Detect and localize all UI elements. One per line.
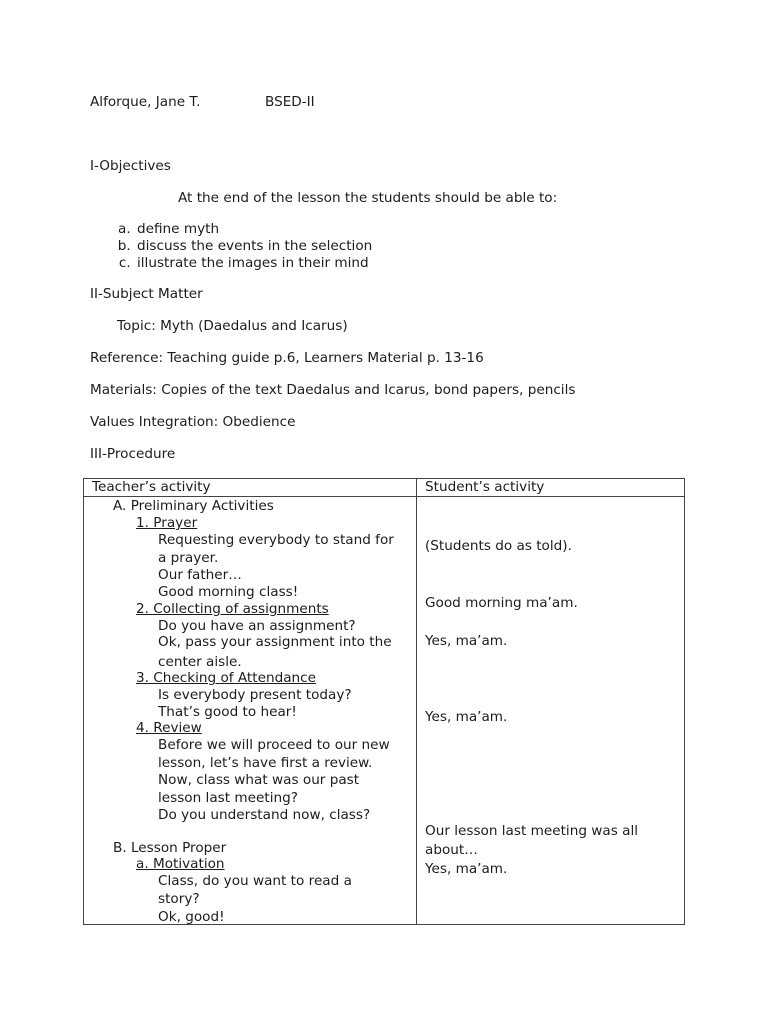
review-label: 4. Review	[136, 720, 202, 736]
objectives-list	[90, 221, 372, 272]
procedure-table	[83, 478, 685, 925]
materials-line: Materials: Copies of the text Daedalus and Icarus, bond papers, pencils	[90, 382, 576, 398]
prayer-label: 1. Prayer	[136, 515, 198, 531]
teacher-line: Before we will proceed to our new	[158, 737, 390, 753]
teacher-line: Requesting everybody to stand for	[158, 532, 394, 548]
student-line: Yes, ma’am.	[425, 633, 508, 649]
student-line: Our lesson last meeting was all	[425, 823, 638, 839]
procedure-heading: III-Procedure	[90, 446, 176, 462]
teacher-line: Good morning class!	[158, 584, 299, 600]
collecting-assignments-label: 2. Collecting of assignments	[136, 601, 329, 617]
teacher-line: That’s good to hear!	[158, 704, 297, 720]
topic-line: Topic: Myth (Daedalus and Icarus)	[117, 318, 348, 334]
table-row	[84, 497, 685, 925]
teacher-line: story?	[158, 891, 200, 907]
section-b-label: B. Lesson Proper	[113, 840, 227, 856]
teacher-line: Class, do you want to read a	[158, 873, 352, 889]
objectives-intro: At the end of the lesson the students should be able to:	[178, 190, 558, 206]
teacher-line: Our father…	[158, 567, 242, 583]
teacher-line: Ok, good!	[158, 909, 225, 925]
student-line: Yes, ma’am.	[425, 861, 508, 877]
teacher-line: Do you understand now, class?	[158, 807, 371, 823]
teacher-line: center aisle.	[158, 654, 242, 670]
teacher-line: Ok, pass your assignment into the	[158, 634, 392, 650]
objectives-heading: I-Objectives	[90, 158, 171, 174]
table-header-row	[84, 479, 685, 497]
values-line: Values Integration: Obedience	[90, 414, 296, 430]
student-line: (Students do as told).	[425, 538, 572, 554]
objective-item: c. illustrate the images in their mind	[135, 255, 372, 272]
reference-line: Reference: Teaching guide p.6, Learners Material p. 13-16	[90, 350, 484, 366]
student-line: about…	[425, 842, 478, 858]
motivation-label: a. Motivation	[136, 856, 225, 872]
student-activity-cell	[417, 497, 685, 925]
section-a-label: A. Preliminary Activities	[113, 498, 274, 514]
objective-item: a. define myth	[135, 221, 372, 238]
teacher-line: Is everybody present today?	[158, 687, 352, 703]
teacher-activity-cell	[84, 497, 417, 925]
student-activity-header: Student’s activity	[417, 479, 685, 497]
teacher-activity-header: Teacher’s activity	[84, 479, 417, 497]
teacher-line: lesson, let’s have first a review.	[158, 755, 373, 771]
attendance-label: 3. Checking of Attendance	[136, 670, 316, 686]
teacher-line: a prayer.	[158, 550, 219, 566]
student-line: Yes, ma’am.	[425, 709, 508, 725]
teacher-line: Do you have an assignment?	[158, 618, 356, 634]
course-label: BSED-II	[265, 94, 315, 110]
objective-item: b. discuss the events in the selection	[135, 238, 372, 255]
subject-matter-heading: II-Subject Matter	[90, 286, 203, 302]
student-line: Good morning ma’am.	[425, 595, 578, 611]
teacher-line: Now, class what was our past	[158, 772, 360, 788]
teacher-line: lesson last meeting?	[158, 790, 298, 806]
student-name: Alforque, Jane T.	[90, 94, 201, 110]
